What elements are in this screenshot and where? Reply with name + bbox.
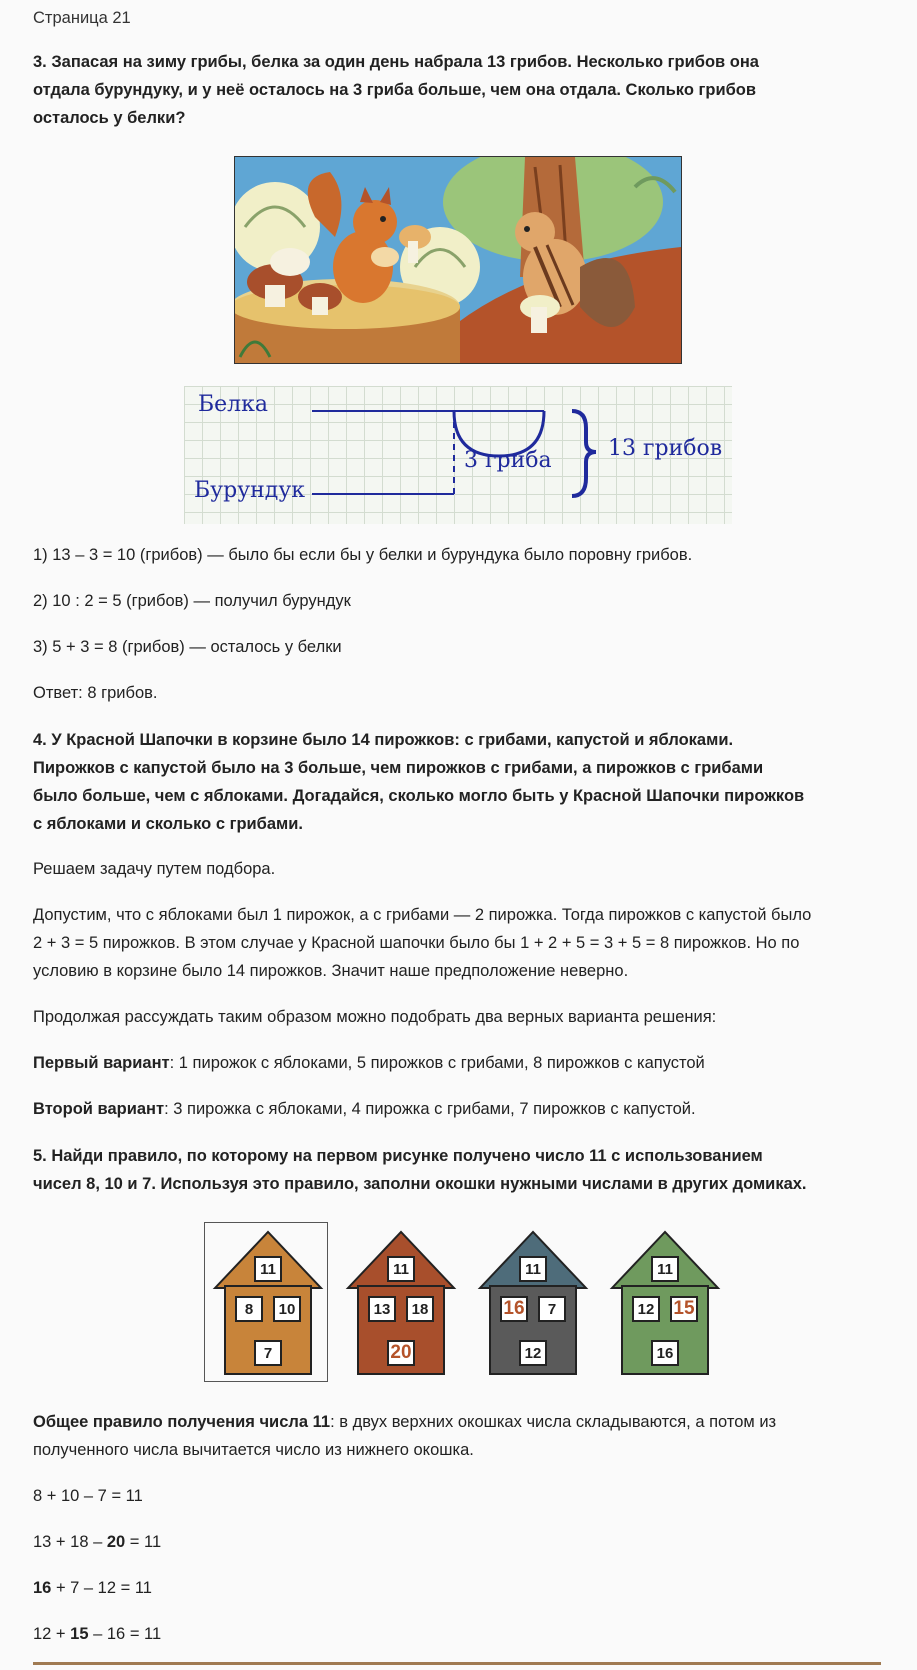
task4-method: Решаем задачу путем подбора. bbox=[33, 860, 276, 878]
task3-question-line: 3. Запасая на зиму грибы, белка за один день набрала 13 грибов. Несколько грибов она bbox=[33, 53, 759, 71]
diagram-label-total: 13 грибов bbox=[608, 436, 723, 461]
house-2 bbox=[340, 1222, 462, 1382]
variant1-text: : 1 пирожок с яблоками, 5 пирожков с грибами, 8 пирожков с капустой bbox=[169, 1054, 705, 1072]
house-window-right: 7 bbox=[538, 1296, 566, 1322]
equation-4-part: – 16 = 11 bbox=[88, 1625, 162, 1643]
task4-question-line: было больше, чем с яблоками. Догадайся, сколько могло быть у Красной Шапочки пирожков bbox=[33, 787, 805, 805]
equation-3-answer: 16 bbox=[33, 1579, 52, 1597]
house-window-bottom: 20 bbox=[387, 1340, 415, 1366]
house-window-top: 11 bbox=[254, 1256, 282, 1282]
task4-variant2 bbox=[33, 1095, 893, 1123]
page-label: Страница 21 bbox=[33, 9, 131, 27]
variant1-label: Первый вариант bbox=[33, 1054, 170, 1072]
task4-question bbox=[33, 726, 893, 838]
house-window-left: 12 bbox=[632, 1296, 660, 1322]
rule-text-line1: : в двух верхних окошках числа складываются, а потом из bbox=[330, 1413, 777, 1431]
task3-step2: 2) 10 : 2 = 5 (грибов) — получил бурундук bbox=[33, 592, 351, 610]
equation-3 bbox=[33, 1574, 893, 1602]
task4-assumption-line: условию в корзине было 14 пирожков. Значит наше предположение неверно. bbox=[33, 962, 629, 980]
house-window-bottom: 12 bbox=[519, 1340, 547, 1366]
task3-answer: Ответ: 8 грибов. bbox=[33, 684, 158, 702]
equation-2-answer: 20 bbox=[106, 1533, 126, 1551]
house-window-bottom: 16 bbox=[651, 1340, 679, 1366]
task4-question-line: Пирожков с капустой было на 3 больше, чем пирожков с грибами, а пирожков с грибами bbox=[33, 759, 764, 777]
task3-question-line: осталось у белки? bbox=[33, 109, 186, 127]
house-window-top: 11 bbox=[387, 1256, 415, 1282]
house-window-right: 15 bbox=[670, 1296, 698, 1322]
equation-4-answer: 15 bbox=[70, 1625, 89, 1643]
house-3 bbox=[472, 1222, 594, 1382]
task4-assumption-line: 2 + 3 = 5 пирожков. В этом случае у Красной шапочки было бы 1 + 2 + 5 = 3 + 5 = 8 пирожков. Но по bbox=[33, 934, 800, 952]
equation-2 bbox=[33, 1528, 893, 1556]
task4-assumption bbox=[33, 901, 893, 985]
task3-step3: 3) 5 + 3 = 8 (грибов) — осталось у белки bbox=[33, 638, 342, 656]
house-window-left: 13 bbox=[368, 1296, 396, 1322]
diagram-label-chipmunk: Бурундук bbox=[194, 478, 306, 503]
equation-4 bbox=[33, 1620, 893, 1648]
task3-question-line: отдала бурундуку, и у неё осталось на 3 гриба больше, чем она отдала. Сколько грибов bbox=[33, 81, 757, 99]
house-window-left: 16 bbox=[500, 1296, 528, 1322]
house-1 bbox=[207, 1222, 329, 1382]
task5-question-line: чисел 8, 10 и 7. Используя это правило, заполни окошки нужными числами в других домиках. bbox=[33, 1175, 807, 1193]
task4-question-line: 4. У Красной Шапочки в корзине было 14 пирожков: с грибами, капустой и яблоками. bbox=[33, 731, 734, 749]
house-window-top: 11 bbox=[651, 1256, 679, 1282]
house-window-bottom: 7 bbox=[254, 1340, 282, 1366]
rule-label: Общее правило получения числа 11 bbox=[33, 1413, 331, 1431]
segment-diagram bbox=[184, 386, 732, 524]
equation-3-part: + 7 – 12 = 11 bbox=[51, 1579, 152, 1597]
variant2-text: : 3 пирожка с яблоками, 4 пирожка с грибами, 7 пирожков с капустой. bbox=[164, 1100, 696, 1118]
task3-question bbox=[33, 48, 893, 132]
diagram-label-squirrel: Белка bbox=[198, 392, 269, 417]
house-window-right: 10 bbox=[273, 1296, 301, 1322]
squirrel-chipmunk-illustration bbox=[234, 156, 682, 364]
diagram-label-difference: 3 гриба bbox=[464, 448, 552, 473]
bottom-divider bbox=[33, 1662, 881, 1665]
equation-1: 8 + 10 – 7 = 11 bbox=[33, 1487, 143, 1505]
rule-text-line2: полученного числа вычитается число из нижнего окошка. bbox=[33, 1441, 474, 1459]
equation-2-part: = 11 bbox=[125, 1533, 162, 1551]
house-window-right: 18 bbox=[406, 1296, 434, 1322]
task3-step1: 1) 13 – 3 = 10 (грибов) — было бы если бы у белки и бурундука было поровну грибов. bbox=[33, 546, 693, 564]
variant2-label: Второй вариант bbox=[33, 1100, 165, 1118]
task4-assumption-line: Допустим, что с яблоками был 1 пирожок, а с грибами — 2 пирожка. Тогда пирожков с капустой было bbox=[33, 906, 812, 924]
task4-variant1 bbox=[33, 1049, 893, 1077]
task5-question bbox=[33, 1142, 893, 1198]
house-4 bbox=[604, 1222, 726, 1382]
task4-continue: Продолжая рассуждать таким образом можно подобрать два верных варианта решения: bbox=[33, 1008, 717, 1026]
house-window-left: 8 bbox=[235, 1296, 263, 1322]
task5-question-line: 5. Найди правило, по которому на первом рисунке получено число 11 с использованием bbox=[33, 1147, 763, 1165]
equation-2-part: 13 + 18 – bbox=[33, 1533, 107, 1551]
equation-4-part: 12 + bbox=[33, 1625, 71, 1643]
task5-rule bbox=[33, 1408, 893, 1464]
house-window-top: 11 bbox=[519, 1256, 547, 1282]
task4-question-line: с яблоками и сколько с грибами. bbox=[33, 815, 303, 833]
